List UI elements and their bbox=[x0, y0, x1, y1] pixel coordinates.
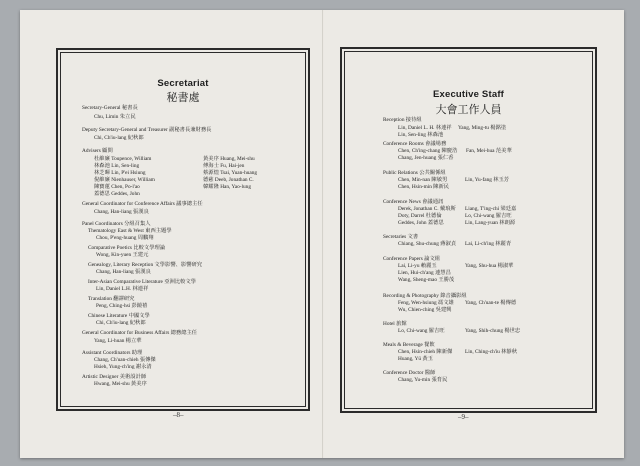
left-page-line: Panel Coordinators 分組召集人 bbox=[82, 221, 151, 227]
left-page-line: Chang, Ch'uan-chieh 張傳傑 bbox=[94, 357, 156, 363]
right-page-title: Executive Staff bbox=[432, 89, 505, 100]
left-page-line: Deputy Secretary-General and Treasurer 副秘書長兼財務長 bbox=[82, 127, 212, 133]
left-page-line: Artistic Designer 美術設計師 bbox=[82, 374, 147, 380]
left-page-line: Chou, P'eng-huang 周鵬翔 bbox=[96, 235, 154, 241]
right-page-line: Derek, Jonathan C. 戴琅斯 bbox=[398, 206, 456, 212]
right-page-line: Yang, Ming-tu 楊銘塗 bbox=[458, 125, 507, 131]
right-page-line: Meals & Beverage 餐飲 bbox=[383, 342, 435, 348]
right-page-line: Huang, Yü 黃玉 bbox=[398, 356, 433, 362]
right-page-line: Conference Doctor 醫師 bbox=[383, 370, 436, 376]
right-page-line: Chen, Ch'ing-chang 陳慶浩 bbox=[398, 148, 458, 154]
right-page-line: Geddes, John 蓋德思 bbox=[398, 220, 444, 226]
right-page-line: Liang, T'ing-chi 梁廷嘉 bbox=[465, 206, 517, 212]
right-page-line: Lin, Ching-ch'iu 林靜秋 bbox=[465, 349, 518, 355]
left-page-line: 陳寶蓮 Chen, Po-l'ao bbox=[94, 184, 140, 190]
left-page-line: General Coordinator for Business Affairs 總務總主任 bbox=[82, 330, 198, 336]
left-page-line: 蓋德思 Geddes, John bbox=[94, 191, 140, 197]
right-page-line: Yang, Shu-hua 楊淑華 bbox=[465, 263, 514, 269]
left-page-number: –8– bbox=[173, 411, 184, 419]
left-page-line: Comparative Poetics 比較文學理論 bbox=[88, 245, 166, 251]
left-page-line: 杜維廉 Toupence, William bbox=[94, 156, 152, 162]
right-page-line: Chiang, Shu-chung 蔣淑貞 bbox=[398, 241, 457, 247]
right-page-line: Yang, Shih-chung 楊世忠 bbox=[465, 328, 521, 334]
right-page-line: Yang, Ch'uan-te 楊傳德 bbox=[465, 300, 517, 306]
left-page-line: Lin, Daniel L.H. 林連祥 bbox=[96, 286, 149, 292]
right-page-line: Conference Papers 論文組 bbox=[383, 256, 441, 262]
left-page-line: Hsieh, Yung-ch'ing 謝永清 bbox=[94, 364, 152, 370]
right-page-line: Lai, Li-yu 賴麗玉 bbox=[398, 263, 437, 269]
right-page-line: Chen, Hsin-chieh 陳新傑 bbox=[398, 349, 453, 355]
right-page-line: Chang, Jen-huang 張仁香 bbox=[398, 155, 454, 161]
right-page-number: –9– bbox=[458, 413, 469, 421]
right-page-title-zh: 大會工作人員 bbox=[435, 104, 502, 116]
right-page-line: Conference Rooms 會議場務 bbox=[383, 141, 447, 147]
left-page-line: Chi, Ch'iu-lang 紀秋郎 bbox=[96, 320, 146, 326]
left-page-line: 德慈 Deeb, Jonathan C. bbox=[203, 177, 254, 183]
booklet-spread bbox=[20, 10, 624, 458]
left-page-line: Chang, Han-liang 張漢良 bbox=[96, 269, 151, 275]
left-page-line: 韓耀隆 Han, Yao-lung bbox=[203, 184, 251, 190]
booklet-spine bbox=[322, 10, 324, 458]
right-page-line: Feng, Wen-hsiung 馮文雄 bbox=[398, 300, 454, 306]
left-page-line: 黃美序 Huang, Mei-shu bbox=[203, 156, 255, 162]
right-page-line: Chang, Yu-min 張育民 bbox=[398, 377, 448, 383]
left-page-line: Assistant Coordinators 助理 bbox=[82, 350, 143, 356]
left-page-line: Chu, Limin 朱立民 bbox=[94, 114, 136, 120]
right-page-line: Lai, Li-ch'ing 林麗青 bbox=[465, 241, 512, 247]
right-page-line: Hotel 旅館 bbox=[383, 321, 407, 327]
right-page-line: Lo, Chi-wang 羅吉旺 bbox=[398, 328, 445, 334]
right-page-line: Secretaries 文書 bbox=[383, 234, 419, 240]
right-page-line: Public Relations 公共關係組 bbox=[383, 170, 446, 176]
right-page-line: Wu, Chien-ching 吳建興 bbox=[398, 307, 452, 313]
right-page-line: Lin, Lang-yuan 林朗源 bbox=[465, 220, 516, 226]
left-page-line: Secretary-General 秘書長 bbox=[82, 105, 138, 111]
right-page-line: Reception 接待組 bbox=[383, 117, 422, 123]
left-page-line: Chi, Ch'iu-lang 紀秋郎 bbox=[94, 135, 144, 141]
left-page-line: 蔡源煌 Tsai, Yuan-huang bbox=[203, 170, 258, 176]
right-page-line: Fan, Mei-hua 范美華 bbox=[466, 148, 512, 154]
left-page-line: 倪維廉 Nienhauser, William bbox=[94, 177, 155, 183]
left-page-title: Secretariat bbox=[157, 78, 209, 89]
right-page-line: Lien, Hui-ch'ang 連慧昌 bbox=[398, 270, 451, 276]
left-page-line: Inter-Asian Comparative Literature 亞洲比較文學 bbox=[88, 279, 197, 285]
left-page-line: Thematology East & West 東西主題學 bbox=[88, 228, 172, 234]
left-page-line: Peng, Ching-hsi 彭鏡禧 bbox=[96, 303, 148, 309]
left-page-line: 林森池 Lin, Sen-ling bbox=[94, 163, 140, 169]
left-page-line: Wong, Kin-yuen 王建元 bbox=[96, 252, 149, 258]
right-page-line: Wang, Sheng-mao 王勝茂 bbox=[398, 277, 455, 283]
left-page-line: Yang, Li-huan 楊立華 bbox=[94, 338, 142, 344]
left-page-line: Chinese Literature 中國文學 bbox=[88, 313, 150, 319]
left-page-line: Hwang, Mei-shu 黃美序 bbox=[94, 381, 147, 387]
left-page-line: Advisers 顧問 bbox=[82, 148, 113, 154]
left-page-line: General Coordinator for Conference Affairs 議事總主任 bbox=[82, 201, 203, 207]
right-page-line: Lin, Daniel L. H. 林連祥 bbox=[398, 125, 452, 131]
left-page-line: Translation 翻譯研究 bbox=[88, 296, 135, 302]
right-page-line: Lin, Yu-fang 林玉芳 bbox=[465, 177, 510, 183]
right-page-line: Doty, Darrel 杜德倫 bbox=[398, 213, 442, 219]
right-page-line: Conference News 會議通訊 bbox=[383, 199, 444, 205]
right-page-line: Lin, Sen-ling 林森池 bbox=[398, 132, 444, 138]
right-page-line: Recording & Photography 錄音攝影組 bbox=[383, 293, 467, 299]
left-page-line: 傅海士 Fu, Hai-jen bbox=[203, 163, 245, 169]
right-page-line: Chen, Min-nan 陳敏男 bbox=[398, 177, 448, 183]
left-page-line: 林芝暉 Lin, P'ei Hsiung bbox=[94, 170, 146, 176]
left-page-line: Genealogy, Literary Reception 文學影響、影響研究 bbox=[88, 262, 203, 268]
left-page-line: Chang, Han-liang 張漢良 bbox=[94, 209, 149, 215]
left-page-title-zh: 秘書處 bbox=[166, 92, 200, 104]
right-page-frame bbox=[340, 47, 597, 413]
right-page-line: Chen, Hsin-min 陳新民 bbox=[398, 184, 450, 190]
right-page-line: Lo, Chi-wang 羅吉旺 bbox=[465, 213, 512, 219]
